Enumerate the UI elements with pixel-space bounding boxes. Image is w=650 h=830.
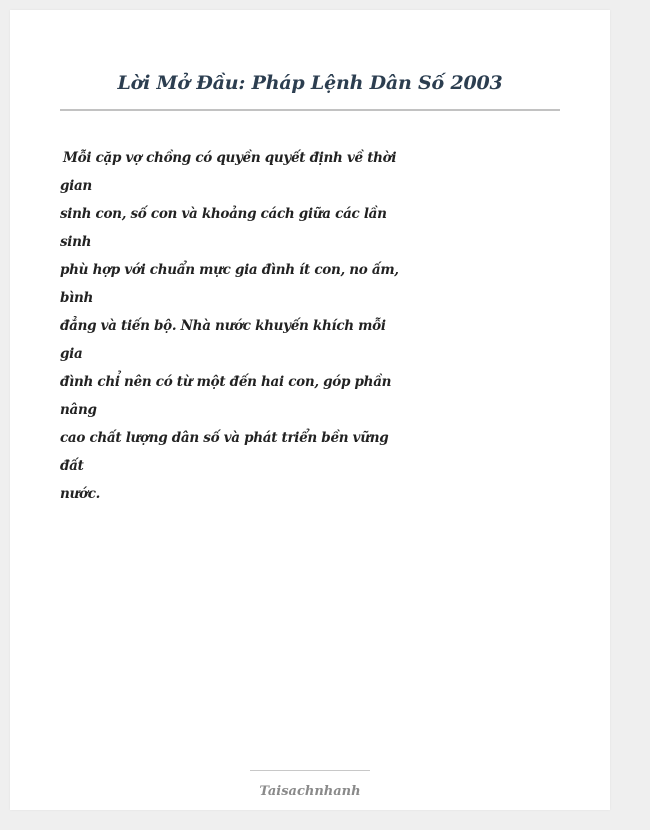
footer-credit: Taisachnhanh xyxy=(259,784,361,799)
page-title: Lời Mở Đầu: Pháp Lệnh Dân Số 2003 xyxy=(117,72,503,94)
title-divider xyxy=(60,109,560,111)
body-line: cao chất lượng dân số và phát triển bền vững xyxy=(60,430,389,446)
body-line: phù hợp với chuẩn mực gia đình ít con, no ấm, xyxy=(60,262,399,278)
body-line: bình xyxy=(60,290,93,306)
body-line: Mỗi cặp vợ chồng có quyền quyết định về thời xyxy=(63,150,397,166)
body-line: nước. xyxy=(60,486,101,502)
document-page xyxy=(10,10,610,810)
body-line: đất xyxy=(60,458,84,474)
body-line: gian xyxy=(60,178,92,194)
body-line: gia xyxy=(60,346,83,362)
body-line: sinh xyxy=(60,234,92,250)
body-line: đình chỉ nên có từ một đến hai con, góp phần xyxy=(60,374,392,390)
body-line: nâng xyxy=(60,402,97,418)
body-line: đẳng và tiến bộ. Nhà nước khuyến khích mỗi xyxy=(60,318,386,334)
body-paragraph xyxy=(60,144,399,508)
body-line: sinh con, số con và khoảng cách giữa các lần xyxy=(60,206,387,222)
footer-divider xyxy=(250,770,370,771)
